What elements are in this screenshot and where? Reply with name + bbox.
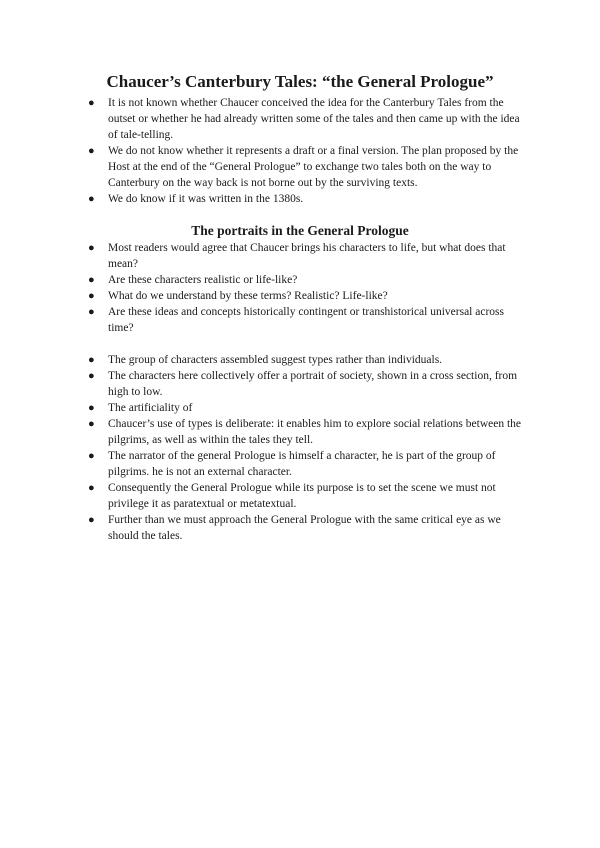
- bullet-icon: ●: [88, 242, 95, 254]
- list-item: [88, 480, 524, 512]
- document-title: Chaucer’s Canterbury Tales: “the General Prologue”: [106, 72, 494, 91]
- list-item: [88, 368, 524, 400]
- list-item-text: What do we understand by these terms? Realistic? Life-like?: [108, 290, 388, 302]
- list-item: [88, 272, 524, 288]
- list-item: [88, 512, 524, 544]
- bullet-icon: ●: [88, 450, 95, 462]
- bullet-list-intro: [88, 95, 524, 207]
- bullet-icon: ●: [88, 290, 95, 302]
- list-item-text: Further than we must approach the General Prologue with the same critical eye as we should the tales.: [108, 514, 501, 542]
- bullet-icon: ●: [88, 97, 95, 109]
- list-item-text: We do not know whether it represents a draft or a final version. The plan proposed by the Host at the end of the “General Prologue” to exchange two tales both on the way to Canterbury on the way back is not borne out by the surviving texts.: [108, 145, 519, 189]
- list-item: [88, 95, 524, 143]
- list-item: [88, 400, 524, 416]
- list-item-text: The artificiality of: [108, 402, 193, 414]
- list-item-text: Are these ideas and concepts historically contingent or transhistorical universal across time?: [108, 306, 504, 334]
- list-item: [88, 448, 524, 480]
- bullet-icon: ●: [88, 306, 95, 318]
- list-item-text: Chaucer’s use of types is deliberate: it enables him to explore social relations between the pilgrims, as well as within the tales they tell.: [108, 418, 522, 446]
- bullet-icon: ●: [88, 514, 95, 526]
- list-item-text: Most readers would agree that Chaucer brings his characters to life, but what does that mean?: [108, 242, 506, 270]
- bullet-icon: ●: [88, 193, 95, 205]
- bullet-icon: ●: [88, 402, 95, 414]
- list-item-text: Consequently the General Prologue while its purpose is to set the scene we must not privilege it as paratextual or metatextual.: [108, 482, 496, 510]
- list-item: [88, 352, 524, 368]
- bullet-icon: ●: [88, 418, 95, 430]
- bullet-icon: ●: [88, 370, 95, 382]
- list-item: [88, 416, 524, 448]
- bullet-list-observations: [88, 352, 524, 544]
- list-item-text: The narrator of the general Prologue is himself a character, he is part of the group of pilgrims. he is not an external character.: [108, 450, 496, 478]
- list-item-text: The characters here collectively offer a portrait of society, shown in a cross section, from high to low.: [108, 370, 518, 398]
- bullet-icon: ●: [88, 482, 95, 494]
- bullet-icon: ●: [88, 145, 95, 157]
- bullet-icon: ●: [88, 274, 95, 286]
- list-item: [88, 240, 524, 272]
- section-heading: The portraits in the General Prologue: [191, 223, 409, 238]
- bullet-icon: ●: [88, 354, 95, 366]
- list-item: [88, 143, 524, 191]
- list-item: [88, 288, 524, 304]
- list-item: [88, 191, 524, 207]
- list-item-text: We do know if it was written in the 1380s.: [108, 193, 304, 205]
- list-item-text: Are these characters realistic or life-like?: [108, 274, 298, 286]
- list-item-text: The group of characters assembled suggest types rather than individuals.: [108, 354, 443, 366]
- list-item-text: It is not known whether Chaucer conceived the idea for the Canterbury Tales from the outset or whether he had already written some of the tales and then came up with the idea of tale-telling.: [108, 97, 520, 141]
- list-item: [88, 304, 524, 336]
- bullet-list-questions: [88, 240, 524, 336]
